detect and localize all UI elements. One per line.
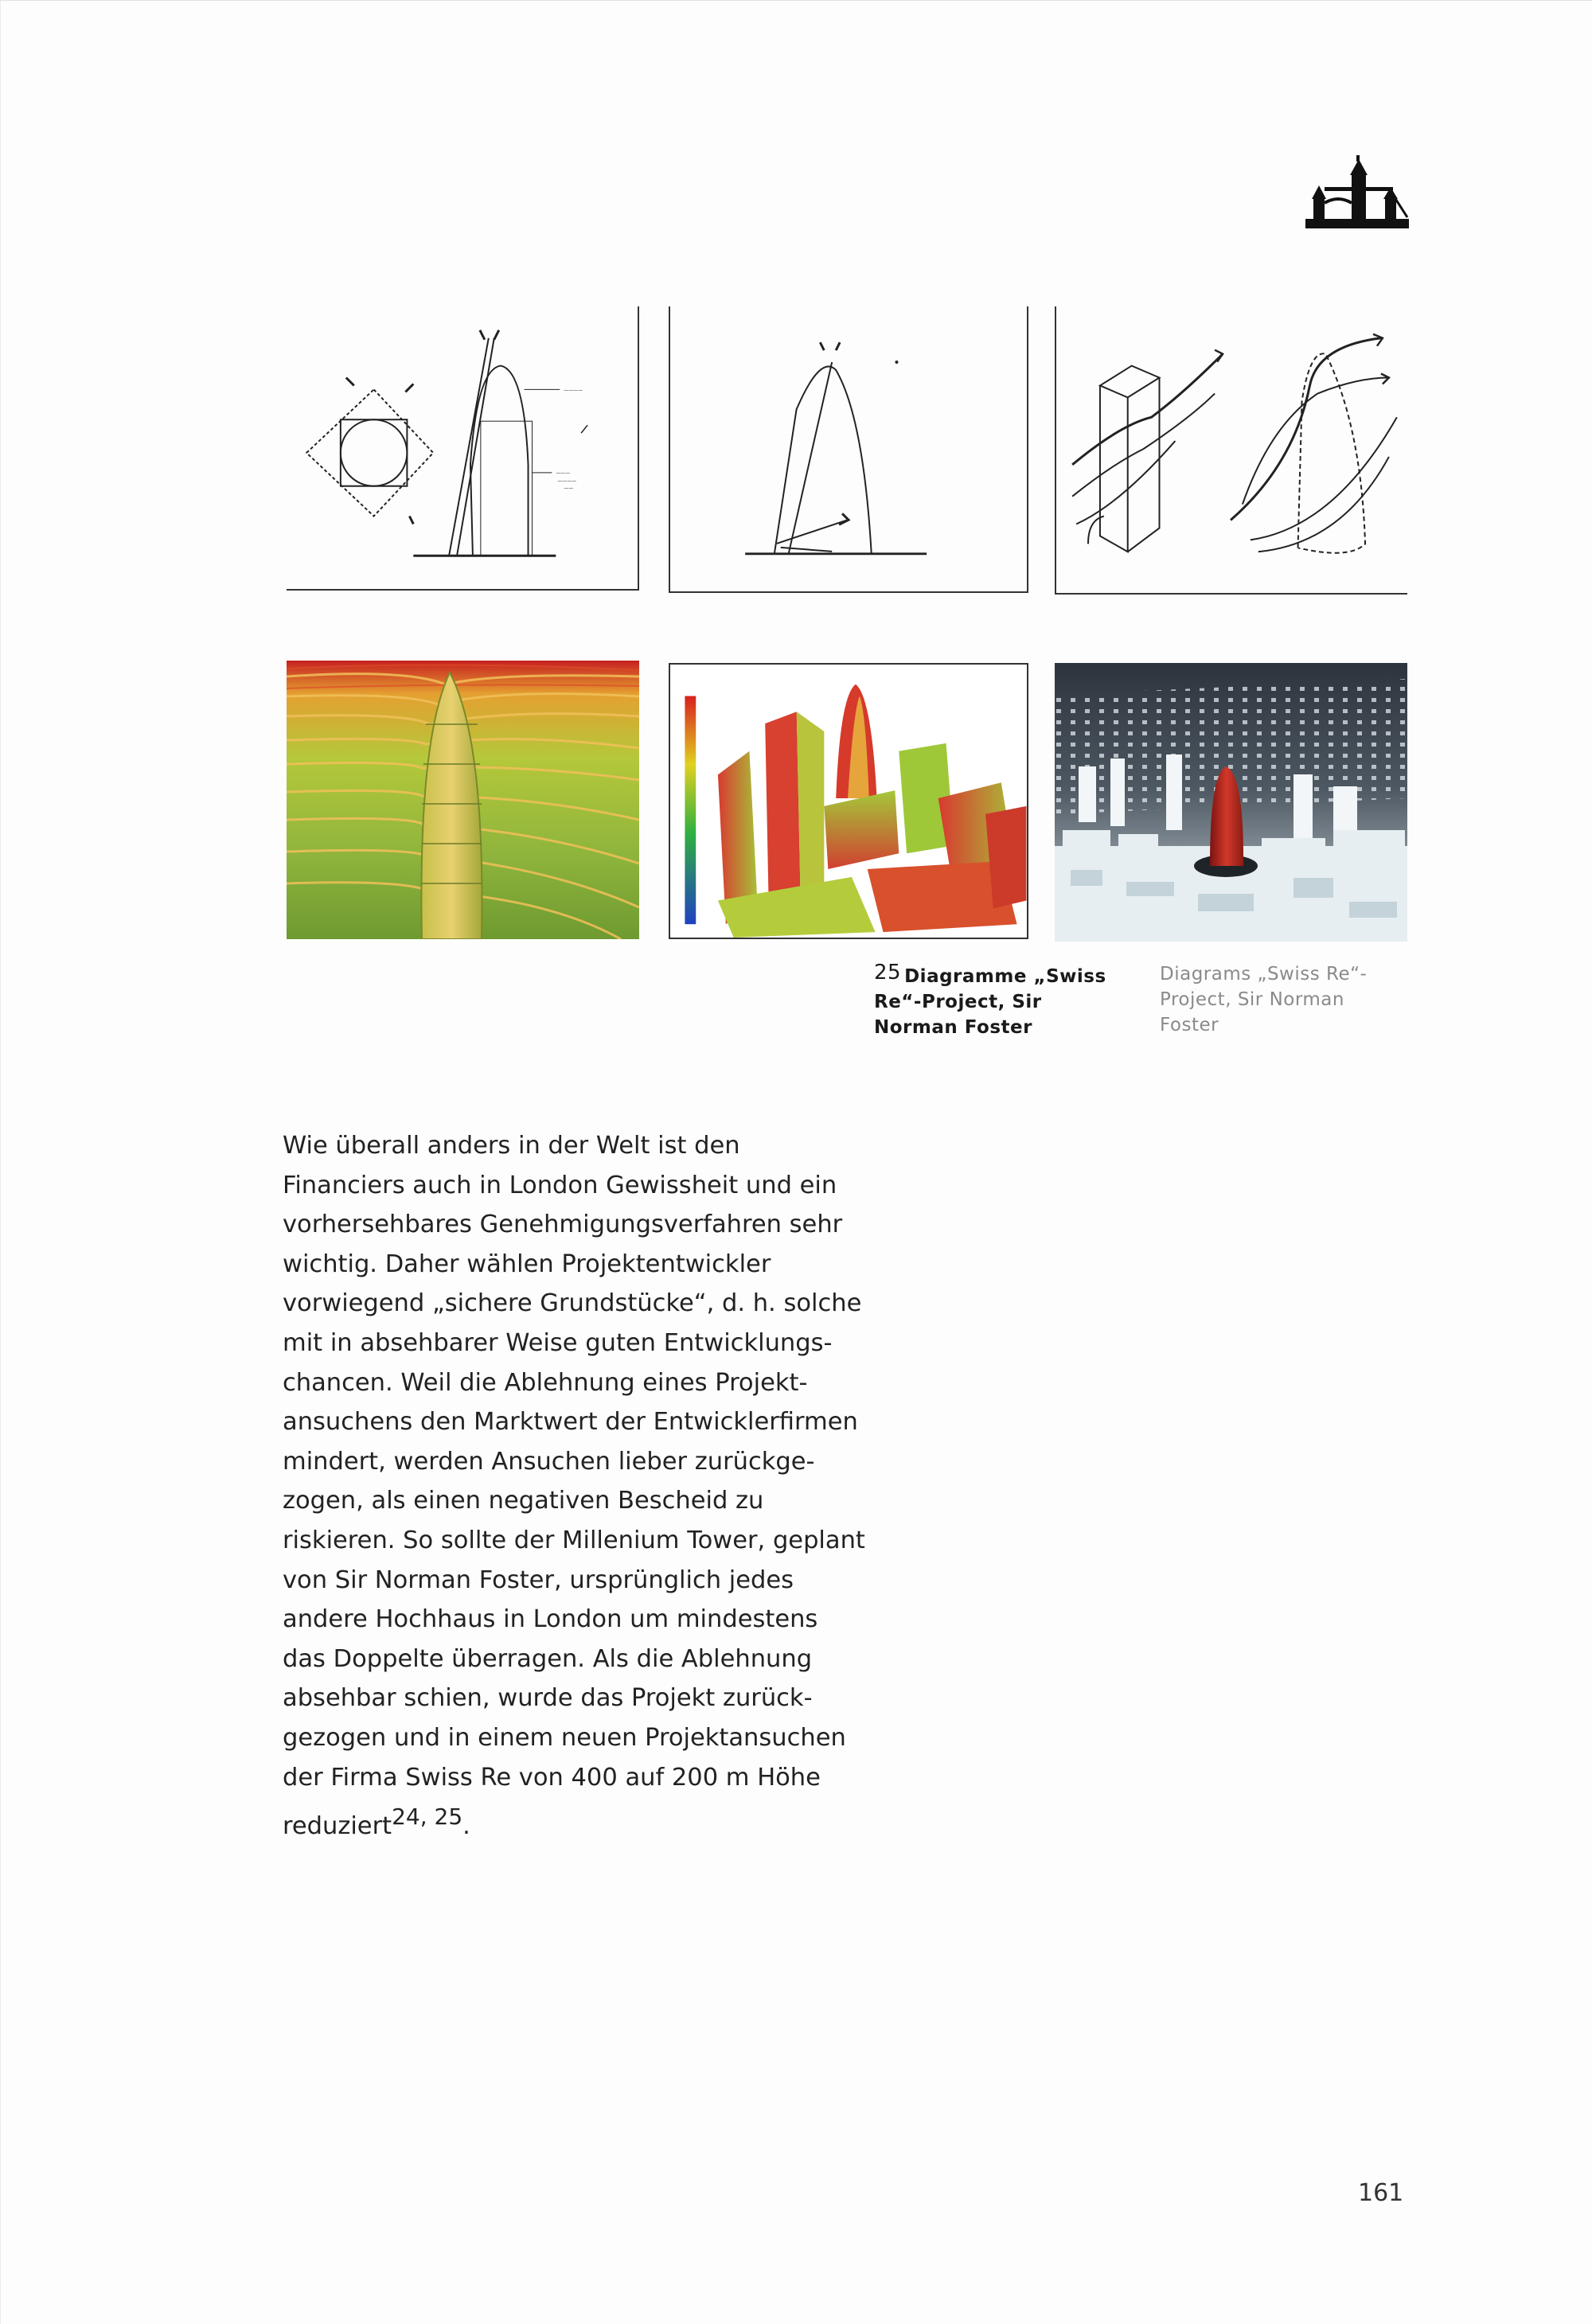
figure-number: 25 [874,961,902,985]
wind-pressure-map [669,663,1028,939]
tower-bridge-logo [1305,155,1409,231]
body-line: Wie überall anders in der Welt ist den [283,1132,740,1160]
body-line: andere Hochhaus in London um mindestens [283,1605,818,1634]
diagram-sun-angle [669,306,1028,593]
body-line: wichtig. Daher wählen Projektentwickler [283,1250,771,1278]
body-line: von Sir Norman Foster, ursprünglich jedes [283,1566,794,1594]
svg-text:————: ———— [557,478,577,484]
body-line: ansuchens den Marktwert der Entwicklerfirmen [283,1408,858,1437]
svg-text:————: ———— [564,388,583,394]
body-line: der Firma Swiss Re von 400 auf 200 m Höhe [283,1763,821,1792]
wind-tunnel-model [1055,663,1407,942]
figure-caption-english: Diagrams „Swiss Re“-Project, Sir Norman Foster [1160,964,1368,1035]
body-line: Financiers auch in London Gewissheit und ein [283,1171,837,1199]
cfd-wind-streamlines [287,661,639,939]
body-line: riskieren. So sollte der Millenium Tower, geplant [283,1526,865,1554]
body-line: mit in absehbarer Weise guten Entwicklungs- [283,1328,833,1357]
footnote-reference[interactable]: 24, 25 [392,1803,463,1831]
body-line: das Doppelte überragen. Als die Ablehnung [283,1644,813,1673]
body-paragraph [283,1126,865,1846]
body-line: vorhersehbares Genehmigungsverfahren sehr [283,1211,843,1239]
svg-text:——: —— [564,485,574,492]
body-line: chancen. Weil die Ablehnung eines Projekt- [283,1368,808,1397]
page-number: 161 [1358,2179,1404,2207]
body-line: gezogen und in einem neuen Projektansuchen [283,1723,846,1752]
body-line: mindert, werden Ansuchen lieber zurückge- [283,1447,815,1476]
svg-text:———: ——— [556,470,571,476]
body-line: vorwiegend „sichere Grundstücke“, d. h. solche [283,1289,862,1318]
diagram-airflow [1055,306,1407,595]
body-line: absehbar schien, wurde das Projekt zurück- [283,1684,813,1713]
figure-caption-german: $^{25}$ Diagramme „Swiss Re“-Project, Sir Norman Foster [874,961,1106,1038]
body-line: zogen, als einen negativen Bescheid zu [283,1487,764,1515]
diagram-plan-section-geometry [287,306,639,591]
body-line-last: reduziert$^{24, 25}$. [283,1803,470,1841]
